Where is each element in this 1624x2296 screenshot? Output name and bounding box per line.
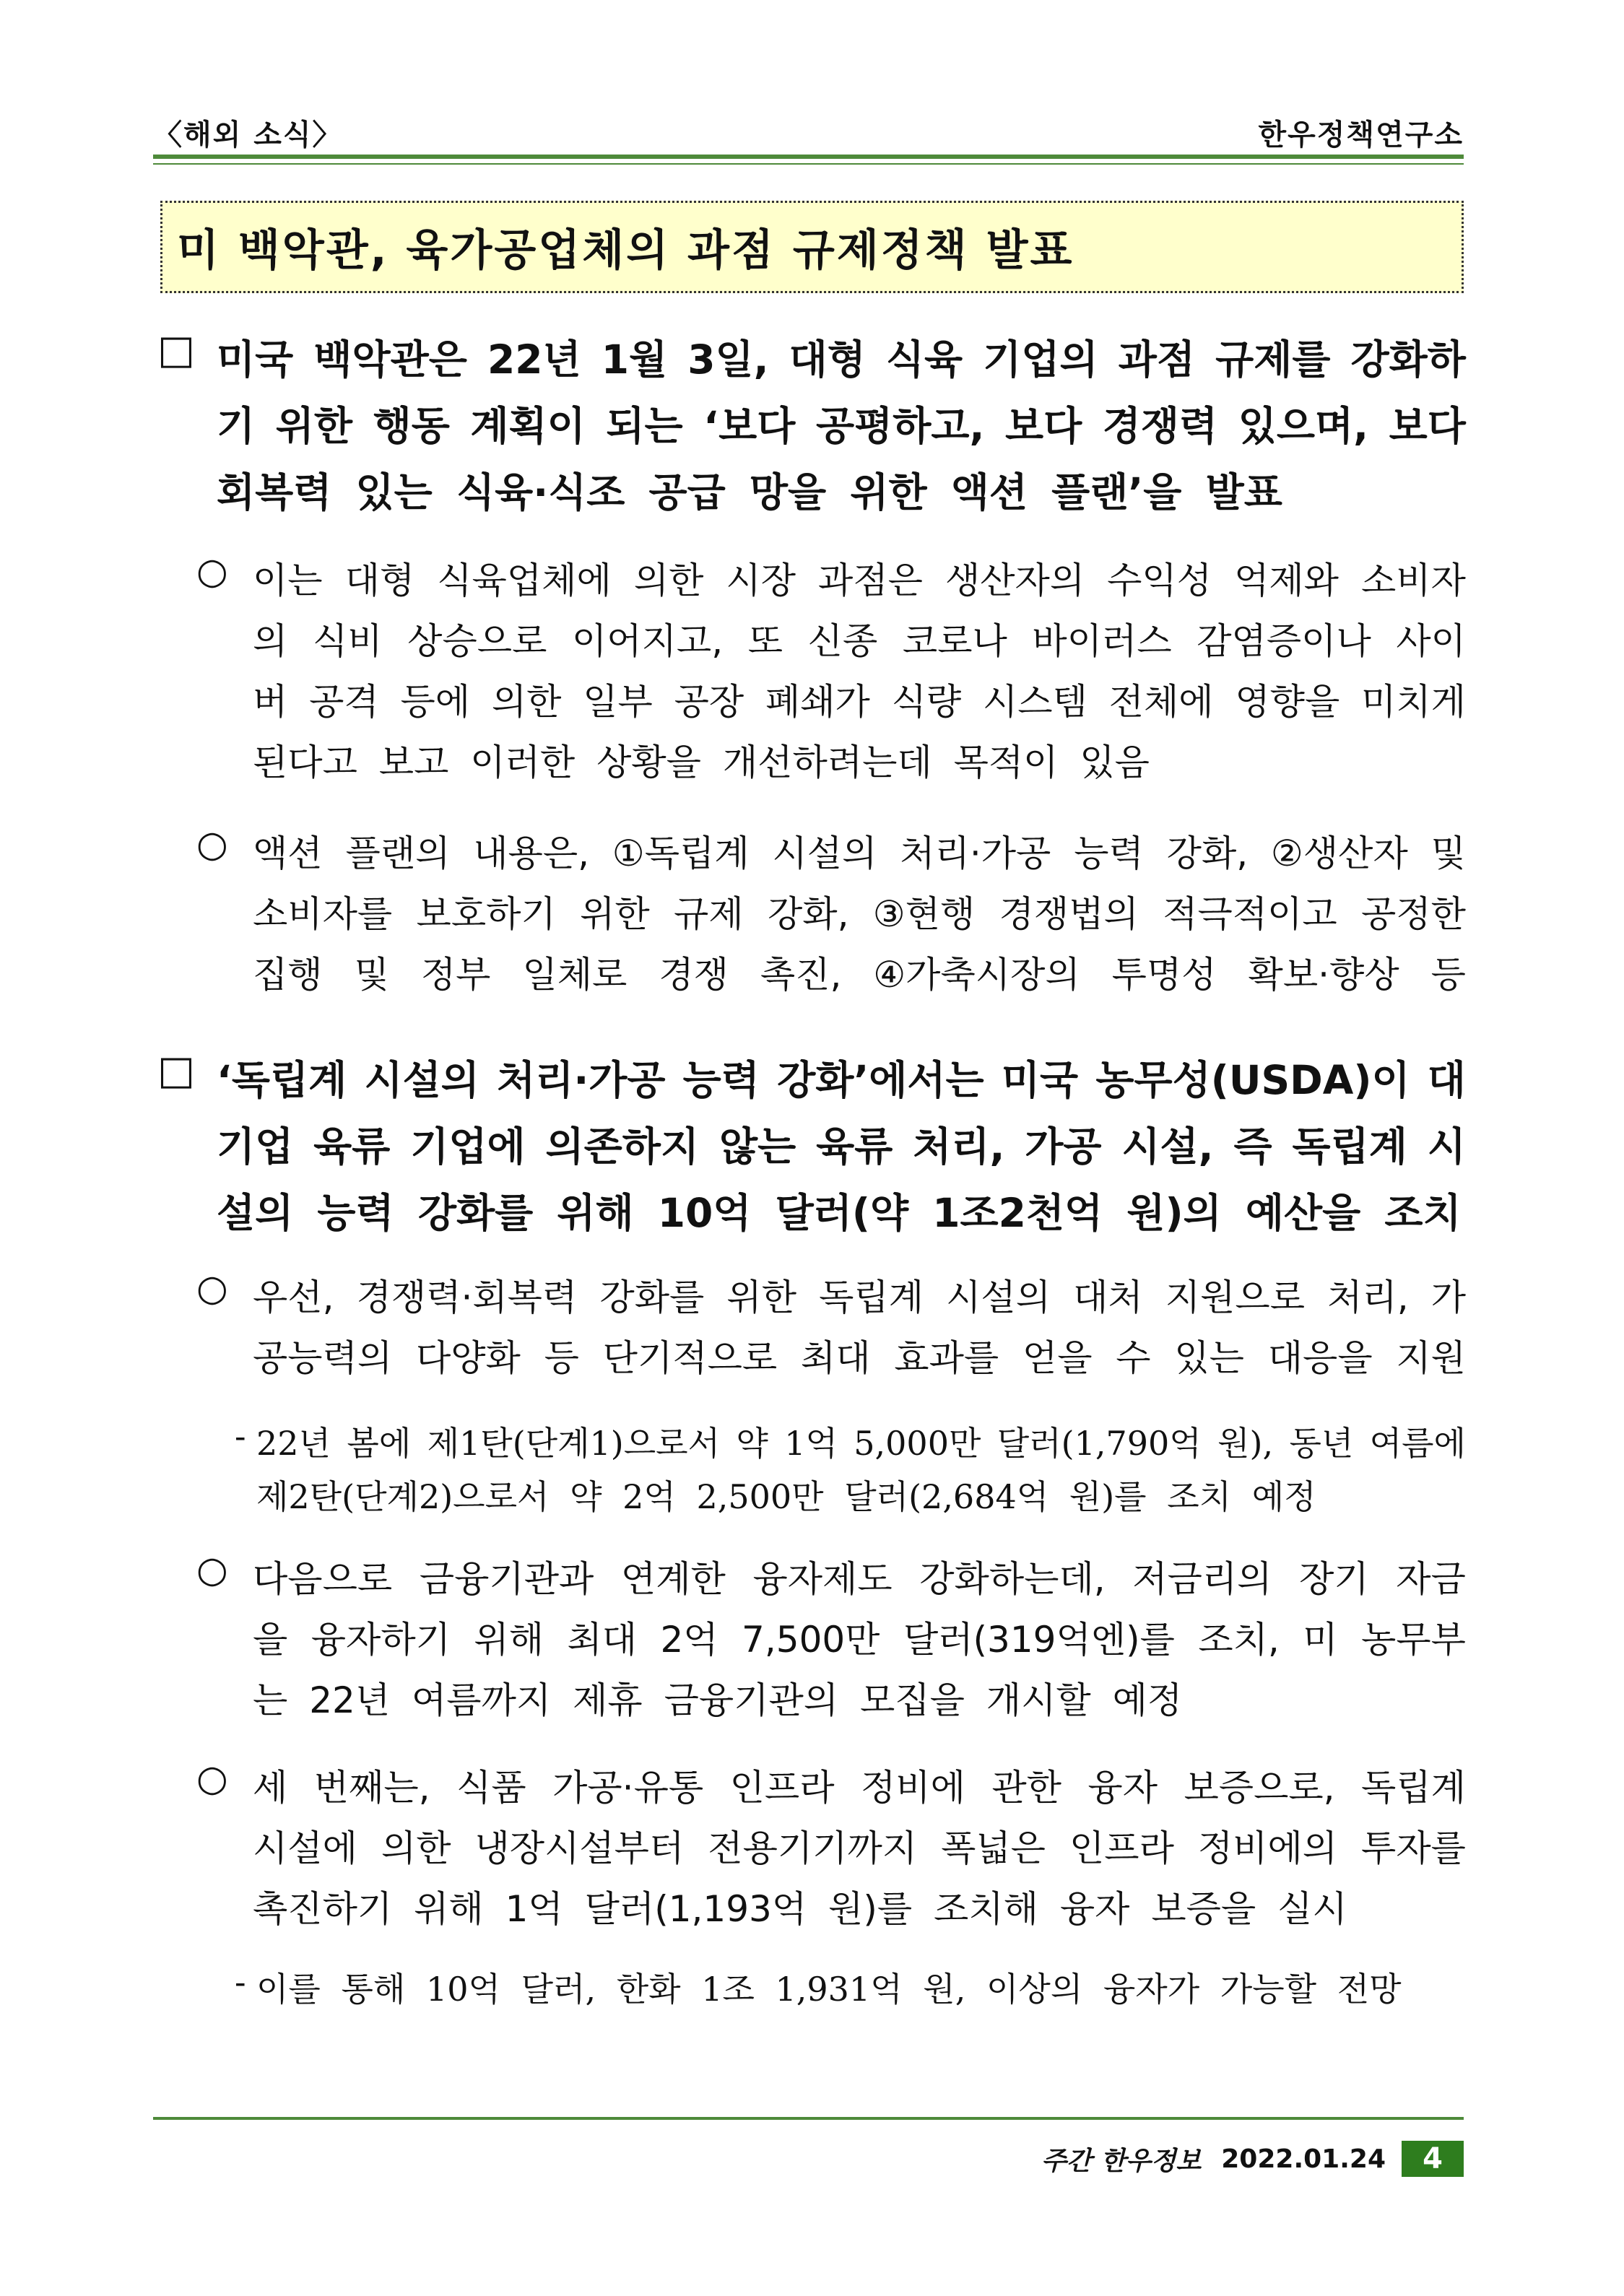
bullet-line: 의 식비 상승으로 이어지고, 또 신종 코로나 바이러스 감염증이나 사이 [253, 620, 1466, 662]
section-marker: □ [157, 1047, 195, 1093]
detail-marker: - [235, 1962, 246, 2001]
bullet-line: 공능력의 다양화 등 단기적으로 최대 효과를 얻을 수 있는 대응을 지원 [253, 1337, 1466, 1379]
bullet-line: 다음으로 금융기관과 연계한 융자제도 강화하는데, 저금리의 장기 자금 [253, 1558, 1466, 1600]
bullet-marker: ○ [196, 1267, 228, 1309]
bullet-line: 는 22년 여름까지 제휴 금융기관의 모집을 개시할 예정 [253, 1679, 1183, 1721]
bullet-2-3 [196, 1757, 1466, 1939]
header-divider-thin [153, 163, 1464, 165]
detail-marker: - [235, 1417, 246, 1456]
bullet-line: 촉진하기 위해 1억 달러(1,193억 원)를 조치해 융자 보증을 실시 [253, 1888, 1347, 1930]
footer-date: 2022.01.24 [1221, 2144, 1386, 2174]
bullet-line: 버 공격 등에 의한 일부 공장 폐쇄가 식량 시스템 전체에 영향을 미치게 [253, 681, 1466, 723]
detail-2-1 [235, 1417, 1466, 1523]
bullet-line: 시설에 의한 냉장시설부터 전용기기까지 폭넓은 인프라 정비에의 투자를 [253, 1827, 1466, 1869]
bullet-line: 집행 및 정부 일체로 경쟁 촉진, ④가축시장의 투명성 확보·향상 등 [253, 954, 1466, 996]
bullet-line: 액션 플랜의 내용은, ①독립계 시설의 처리·가공 능력 강화, ②생산자 및 [253, 832, 1466, 874]
bullet-marker: ○ [196, 1757, 228, 1799]
bullet-line: 된다고 보고 이러한 상황을 개선하려는데 목적이 있음 [253, 742, 1150, 783]
bullet-marker: ○ [196, 550, 228, 592]
section-line: ‘독립계 시설의 처리·가공 능력 강화’에서는 미국 농무성(USDA)이 대 [217, 1057, 1466, 1103]
page-number: 4 [1402, 2141, 1464, 2177]
header-category: 〈해외 소식〉 [153, 118, 343, 152]
section-1 [157, 326, 1466, 526]
footer [1041, 2141, 1464, 2177]
section-marker: □ [157, 326, 195, 373]
section-line: 회복력 있는 식육·식조 공급 망을 위한 액션 플랜’을 발표 [217, 469, 1282, 516]
detail-line: 제2탄(단계2)으로서 약 2억 2,500만 달러(2,684억 원)를 조치 예정 [256, 1477, 1316, 1516]
section-line: 기 위한 행동 계획이 되는 ‘보다 공평하고, 보다 경쟁력 있으며, 보다 [217, 403, 1466, 449]
section-line: 기업 육류 기업에 의존하지 않는 육류 처리, 가공 시설, 즉 독립계 시 [217, 1123, 1466, 1170]
footer-divider [153, 2117, 1464, 2120]
bullet-marker: ○ [196, 1549, 228, 1591]
bullet-marker: ○ [196, 823, 228, 865]
section-line: 설의 능력 강화를 위해 10억 달러(약 1조2천억 원)의 예산을 조치 [217, 1190, 1462, 1236]
header-divider [153, 155, 1464, 159]
section-2 [157, 1047, 1466, 1246]
bullet-line: 우선, 경쟁력·회복력 강화를 위한 독립계 시설의 대처 지원으로 처리, 가 [253, 1277, 1466, 1318]
title-box [160, 201, 1464, 293]
bullet-1-1 [196, 550, 1466, 793]
footer-publication: 주간 한우정보 [1041, 2146, 1202, 2176]
bullet-2-1 [196, 1267, 1466, 1388]
bullet-line: 세 번째는, 식품 가공·유통 인프라 정비에 관한 융자 보증으로, 독립계 [253, 1767, 1466, 1809]
detail-line: 이를 통해 10억 달러, 한화 1조 1,931억 원, 이상의 융자가 가능할 전망 [256, 1970, 1402, 2009]
bullet-2-2 [196, 1549, 1466, 1731]
bullet-line: 이는 대형 식육업체에 의한 시장 과점은 생산자의 수익성 억제와 소비자 [253, 560, 1466, 601]
header-organization: 한우정책연구소 [1258, 118, 1464, 152]
bullet-line: 을 융자하기 위해 최대 2억 7,500만 달러(319억엔)를 조치, 미 농무부 [253, 1619, 1466, 1661]
detail-2-2 [235, 1962, 1466, 2016]
bullet-line: 소비자를 보호하기 위한 규제 강화, ③현행 경쟁법의 적극적이고 공정한 [253, 893, 1466, 935]
section-line: 미국 백악관은 22년 1월 3일, 대형 식육 기업의 과점 규제를 강화하 [217, 336, 1466, 383]
page-title: 미 백악관, 육가공업체의 과점 규제정책 발표 [177, 225, 1074, 276]
bullet-1-2 [196, 823, 1466, 1005]
detail-line: 22년 봄에 제1탄(단계1)으로서 약 1억 5,000만 달러(1,790억 원), 동년 여름에 [256, 1424, 1466, 1463]
